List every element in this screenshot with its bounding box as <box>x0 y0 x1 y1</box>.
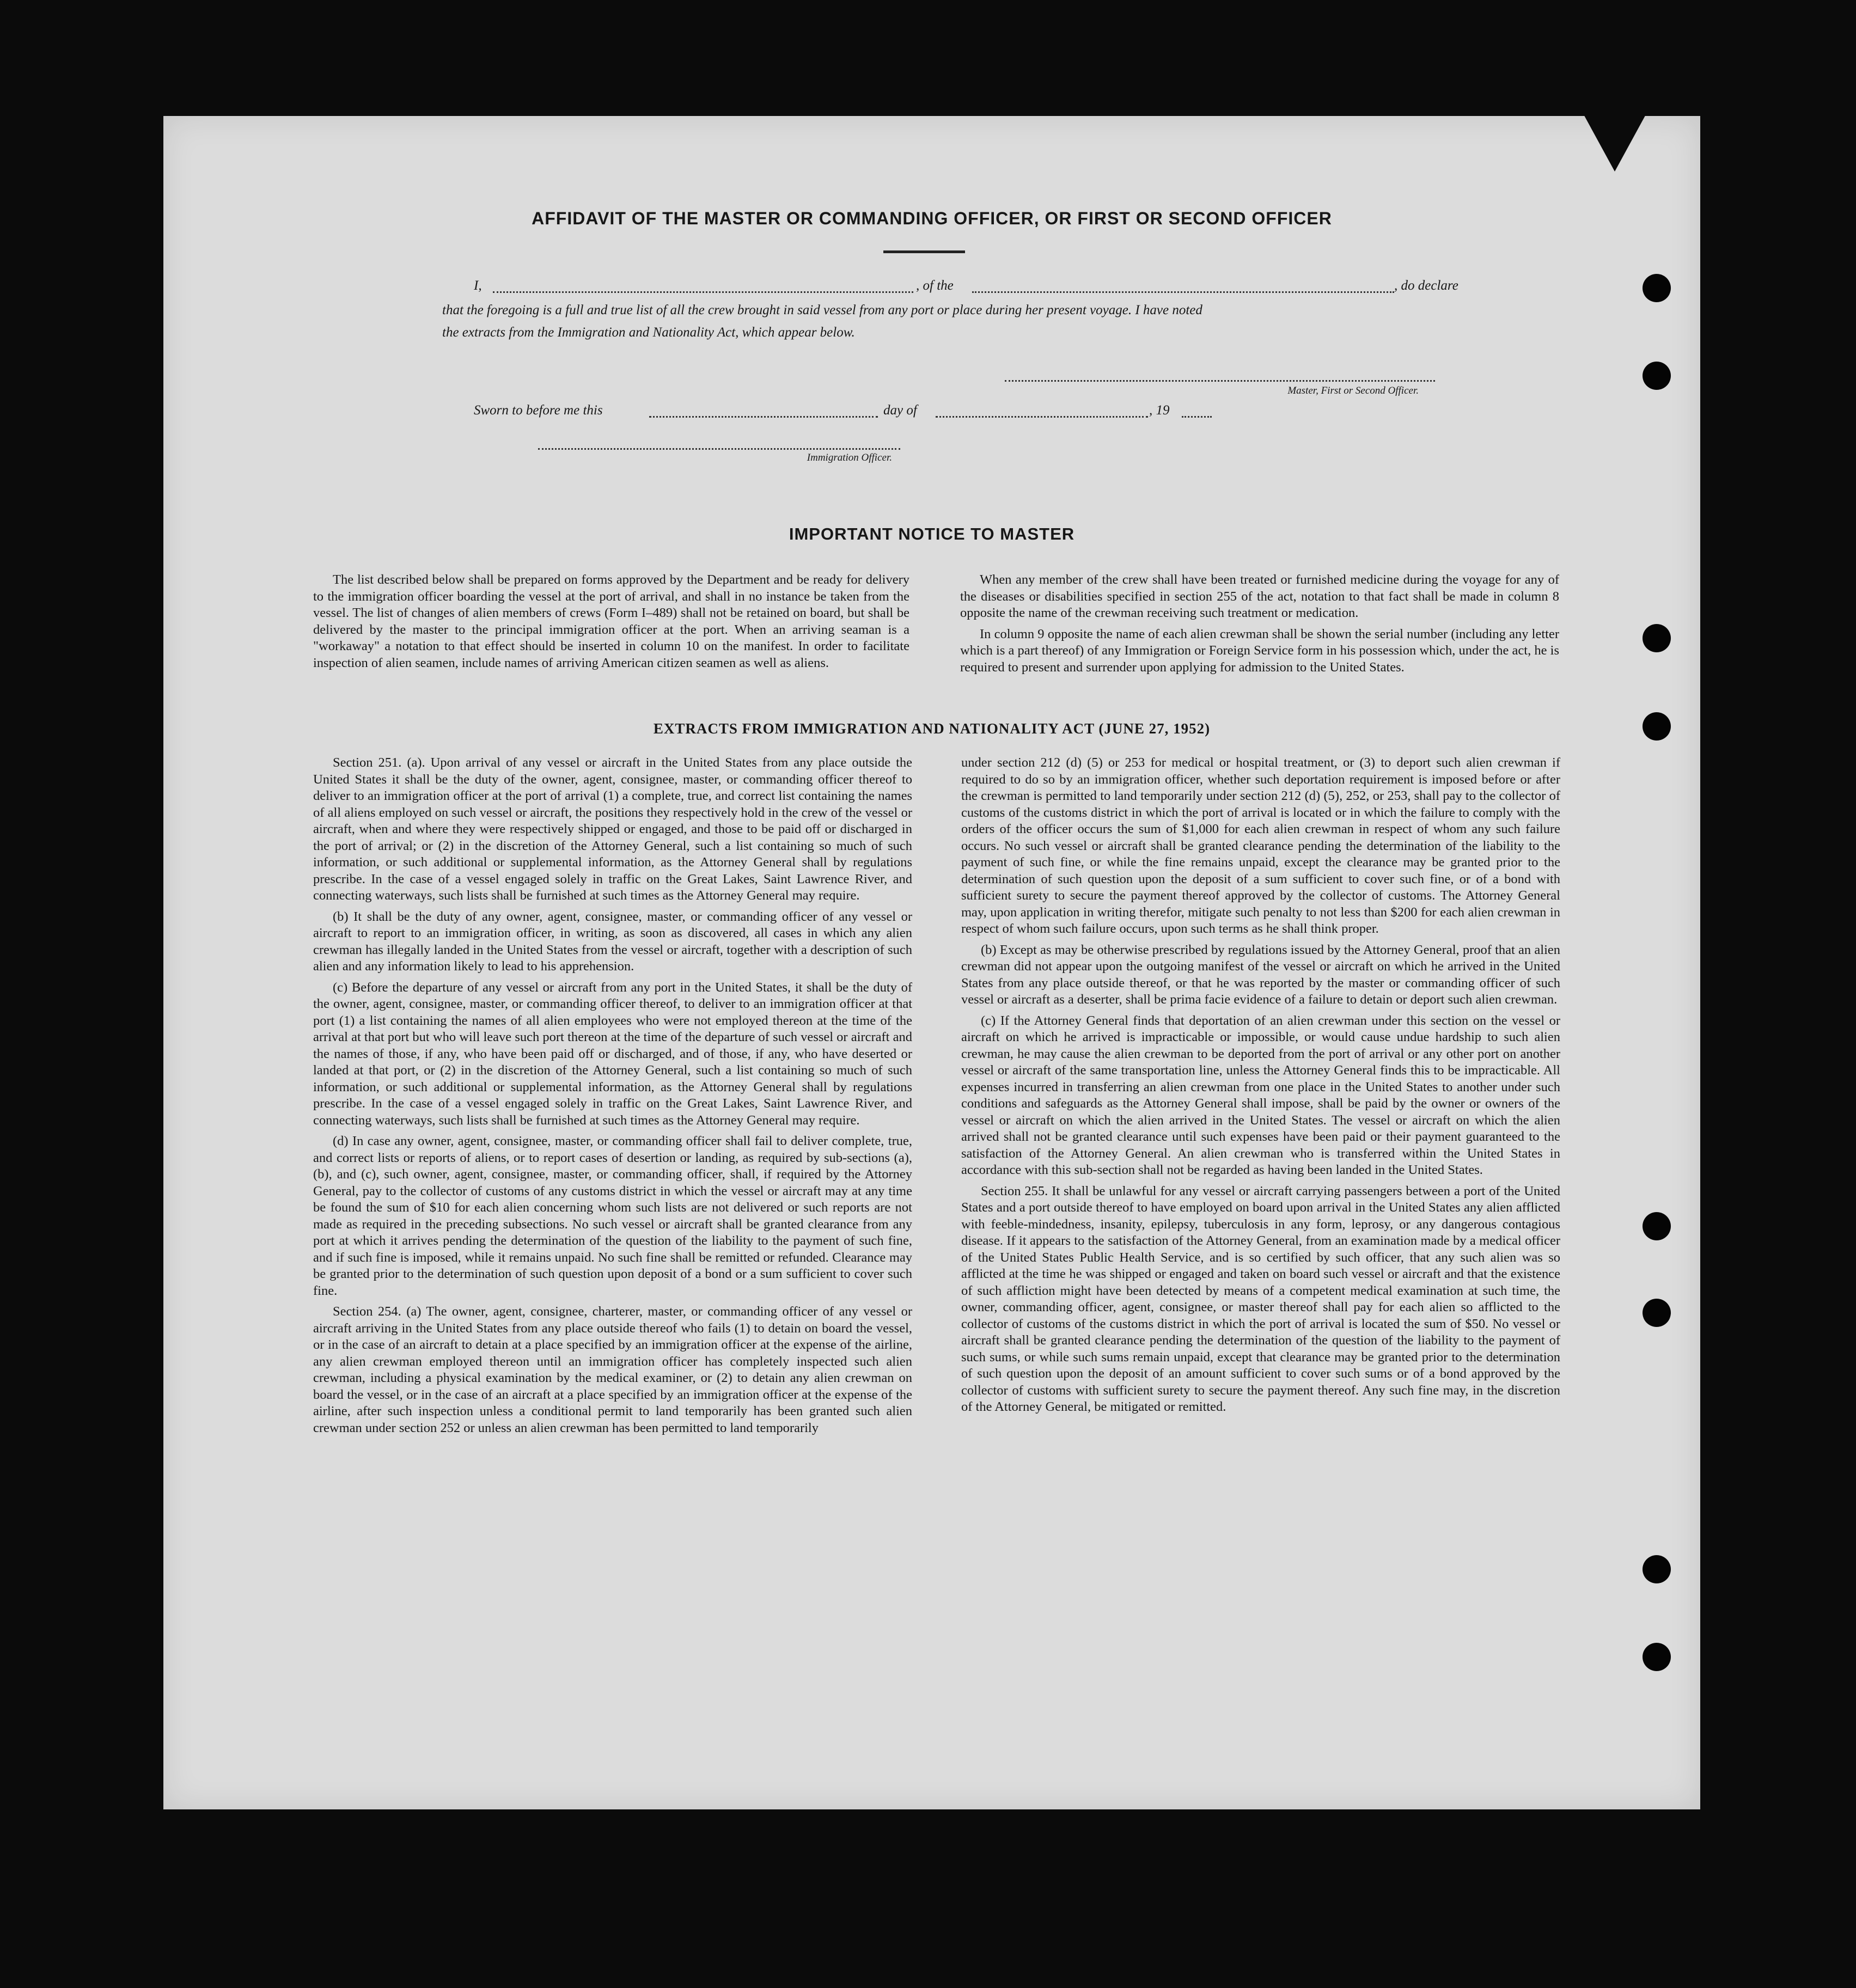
binder-hole <box>1643 1643 1671 1671</box>
year-label: , 19 <box>1149 403 1170 418</box>
declaration-line-1: that the foregoing is a full and true list of all the crew brought in said vessel from any port or place during her present voyage. I have noted <box>442 303 1202 317</box>
notice-left-column <box>313 572 909 676</box>
day-of-label: day of <box>883 403 917 418</box>
affidavit-title: AFFIDAVIT OF THE MASTER OR COMMANDING OFFICER, OR FIRST OR SECOND OFFICER <box>532 209 1332 228</box>
extract-left-paragraph: (d) In case any owner, agent, consignee, master, or commanding officer shall fail to deliver complete, true, and correct lists or reports of aliens, or to report cases of desertion or landing, as required by sub-sections (a), (b), and (c), such owner, agent, consignee, master, or commanding officer, shall, if required by the Attorney General, pay to the collector of customs of any customs district in which the vessel or aircraft may at any time be found the sum of $10 for each alien concerning whom such lists are not delivered or such reports are not made as required in the preceding subsections. No such vessel or aircraft shall be granted clearance from any port at which it arrives pending the determination of the question of the liability to the payment of such fine, and if such fine is imposed, while it remains unpaid. No such fine shall be remitted or refunded. Clearance may be granted prior to the determination of such question upon deposit of a bond or a sum sufficient to cover such fine. <box>313 1134 912 1298</box>
title-divider <box>883 250 965 253</box>
notice-heading: IMPORTANT NOTICE TO MASTER <box>789 524 1075 543</box>
binder-hole <box>1643 274 1671 302</box>
notice-left-paragraph: The list described below shall be prepared on forms approved by the Department and be ready for delivery to the immigration officer boarding the vessel at the port of arrival, and shall in no instance be taken from the vessel. The list of changes of alien members of crews (Form I–489) shall not be retained on board, but shall be delivered by the master to the principal immigration officer at the port. When an arriving seaman is a "workaway" a notation to that effect should be inserted in column 10 on the manifest. In order to facilitate inspection of alien seamen, include names of arriving American citizen seamen as well as aliens. <box>313 572 909 670</box>
binder-hole <box>1643 624 1671 652</box>
i-label: I, <box>474 278 482 293</box>
declaration-line-2: the extracts from the Immigration and Nationality Act, which appear below. <box>442 325 855 340</box>
binder-hole <box>1643 1212 1671 1240</box>
torn-corner <box>1582 112 1647 172</box>
extract-right-paragraph: (b) Except as may be otherwise prescribed by regulations issued by the Attorney General, proof that an alien crewman did not appear upon the outgoing manifest of the vessel or aircraft on which he arrived in the United States from any place outside thereof, or that he was reported by the master or commanding officer of such vessel or aircraft as a deserter, shall be prima facie evidence of a failure to detain or deport such alien crewman. <box>961 942 1560 1007</box>
extract-left-paragraph: Section 254. (a) The owner, agent, consignee, charterer, master, or commanding officer of any vessel or aircraft arriving in the United States from any place outside thereof who fails (1) to detain on board the vessel, or in the case of an aircraft to detain at a place specified by an immigration officer at the expense of the airline, any alien crewman employed thereon until an immigration officer has completely inspected such alien crewman, including a physical examination by the medical examiner, or (2) to detain any alien crewman on board the vessel, or in the case of an aircraft at a place specified by an immigration officer at the expense of the airline, after such inspection unless a conditional permit to land temporarily has been granted such alien crewman under section 252 or unless an alien crewman has been permitted to land temporarily <box>313 1304 912 1435</box>
master-caption: Master, First or Second Officer. <box>1287 385 1419 396</box>
notice-right-paragraph-1: When any member of the crew shall have been treated or furnished medicine during the voyage for any of the diseases or disabilities specified in section 255 of the act, notation to that fact shall be made in column 8 opposite the name of the crewman receiving such treatment or medication. <box>960 572 1559 620</box>
extracts-heading: EXTRACTS FROM IMMIGRATION AND NATIONALITY ACT (JUNE 27, 1952) <box>653 720 1211 737</box>
immigration-officer-signature-line[interactable] <box>538 448 900 450</box>
sworn-label: Sworn to before me this <box>474 403 603 418</box>
extract-left-paragraph: (b) It shall be the duty of any owner, agent, consignee, master, or commanding officer of any vessel or aircraft to report to an immigration officer, in writing, as soon as discovered, all cases in which any alien crewman has illegally landed in the United States from the vessel or aircraft, together with a description of such alien and any information likely to lead to his apprehension. <box>313 909 912 974</box>
officer-name-field[interactable] <box>493 279 913 293</box>
notice-right-paragraph-2: In column 9 opposite the name of each alien crewman shall be shown the serial number (including any letter which is a part thereof) of any Immigration or Foreign Service form in his possession which, under the act, he is required to present and surrender upon applying for admission to the United States. <box>960 626 1559 675</box>
binder-hole <box>1643 1555 1671 1583</box>
extract-left-paragraph: Section 251. (a). Upon arrival of any vessel or aircraft in the United States from any place outside the United States it shall be the duty of the owner, agent, consignee, master, or commanding officer thereof to deliver to an immigration officer at the port of arrival (1) a complete, true, and correct list containing the names of all aliens employed on such vessel or aircraft, the positions they respectively hold in the crew of the vessel or aircraft, when and where they were respectively shipped or engaged, and those to be paid off or discharged in the port of arrival; or (2) in the discretion of the Attorney General, such a list containing so much of such information, or such additional or supplemental information, as the Attorney General shall by regulations prescribe. In the case of a vessel engaged solely in traffic on the Great Lakes, Saint Lawrence River, and connecting waterways, such lists shall be furnished at such times as the Attorney General may require. <box>313 755 912 903</box>
sworn-day-field[interactable] <box>649 404 878 418</box>
sworn-line <box>474 403 1345 421</box>
master-signature-line[interactable] <box>1005 380 1435 382</box>
extract-left-paragraph: (c) Before the departure of any vessel or aircraft from any port in the United States, it shall be the duty of the owner, agent, consignee, master, or commanding officer thereof, to deliver to an immigration officer at that port (1) a list containing the names of all alien employees who were not employed thereon at the time of the arrival at that port but who will leave such port thereon at the time of the departure of such vessel or aircraft and the names of those, if any, who have been paid off or discharged, and of those, if any, who have deserted or landed at that port, or (2) in the discretion of the Attorney General, such a list containing so much of such information, or such additional or supplemental information, as the Attorney General shall by regulations prescribe. In the case of a vessel engaged solely in traffic on the Great Lakes, Saint Lawrence River, and connecting waterways, such lists shall be furnished at such times as the Attorney General may require. <box>313 980 912 1128</box>
affidavit-declarant-line <box>474 278 1596 297</box>
document-page <box>163 116 1700 1809</box>
extracts-right-column <box>961 755 1560 1420</box>
binder-hole <box>1643 362 1671 390</box>
extract-right-paragraph: Section 255. It shall be unlawful for any vessel or aircraft carrying passengers between a port of the United States and a port outside thereof to have employed on board upon arrival in the United States any alien afflicted with feeble-mindedness, insanity, epilepsy, tuberculosis in any form, leprosy, or any dangerous contagious disease. If it appears to the satisfaction of the Attorney General, from an examination made by a medical officer of the United States Public Health Service, and is so certified by such officer, that any such alien was so afflicted at the time he was shipped or engaged and taken on board such vessel or aircraft and that the existence of such affliction might have been detected by means of a competent medical examination at such time, the owner, commanding officer, agent, consignee, or master thereof shall pay for each alien so afflicted to the collector of customs of the customs district in which the port of arrival is located the sum of $50. No vessel or aircraft shall be granted clearance pending the determination of the question of the liability to the payment of such sums, or while such sums remain unpaid, except that clearance may be granted prior to the determination of such question upon the deposit of an amount sufficient to cover such sums or of a bond approved by the collector of customs with sufficient surety to secure the payment thereof. Any such fine may, in the discretion of the Attorney General, be mitigated or remitted. <box>961 1183 1560 1414</box>
extracts-left-column <box>313 755 912 1441</box>
vessel-name-field[interactable] <box>972 279 1394 293</box>
binder-hole <box>1643 712 1671 741</box>
sworn-year-field[interactable] <box>1182 404 1212 418</box>
of-the-label: , of the <box>916 278 954 293</box>
extract-right-paragraph: under section 212 (d) (5) or 253 for medical or hospital treatment, or (3) to deport such alien crewman if required to do so by an immigration officer, whether such deportation requirement is imposed before or after the crewman is permitted to land temporarily under section 212 (d) (5), 252, or 253, shall pay to the collector of customs of the customs district in which the port of arrival is located or in which the failure to comply with the orders of the officer occurs the sum of $1,000 for each alien crewman in respect of whom any such failure occurs. No such vessel or aircraft shall be granted clearance pending the determination of the liability to the payment of such fine, or while the fine remains unpaid, except the clearance may be granted prior to the determination of such question upon the deposit of a sum sufficient to cover such fine, or of a bond with sufficient surety to secure the payment thereof approved by the collector of customs. The Attorney General may, upon application in writing therefor, mitigate such penalty to not less than $200 for each alien crewman in respect of whom such failure occurs, upon such terms as he shall think proper. <box>961 755 1560 936</box>
extract-right-paragraph: (c) If the Attorney General finds that deportation of an alien crewman under this section on the vessel or aircraft on which he arrived is impracticable or impossible, or would cause undue hardship to such alien crewman, he may cause the alien crewman to be deported from the port of arrival or any other port on another vessel or aircraft of the same transportation line, unless the Attorney General finds this to be impracticable. All expenses incurred in transferring an alien crewman from one place in the United States to another under such conditions and safeguards as the Attorney General shall impose, shall be paid by the owner or owners of the vessel or aircraft on which the alien arrived in the United States. The vessel or aircraft on which the alien arrived shall not be granted clearance until such expenses have been paid or their payment guaranteed to the satisfaction of the Attorney General. An alien crewman who is transferred within the United States in accordance with this sub-section shall not be regarded as having been landed in the United States. <box>961 1013 1560 1177</box>
binder-hole <box>1643 1299 1671 1327</box>
immigration-officer-caption: Immigration Officer. <box>807 452 892 463</box>
do-declare-label: , do declare <box>1394 278 1458 293</box>
sworn-month-field[interactable] <box>936 404 1148 418</box>
notice-right-column <box>960 572 1559 680</box>
